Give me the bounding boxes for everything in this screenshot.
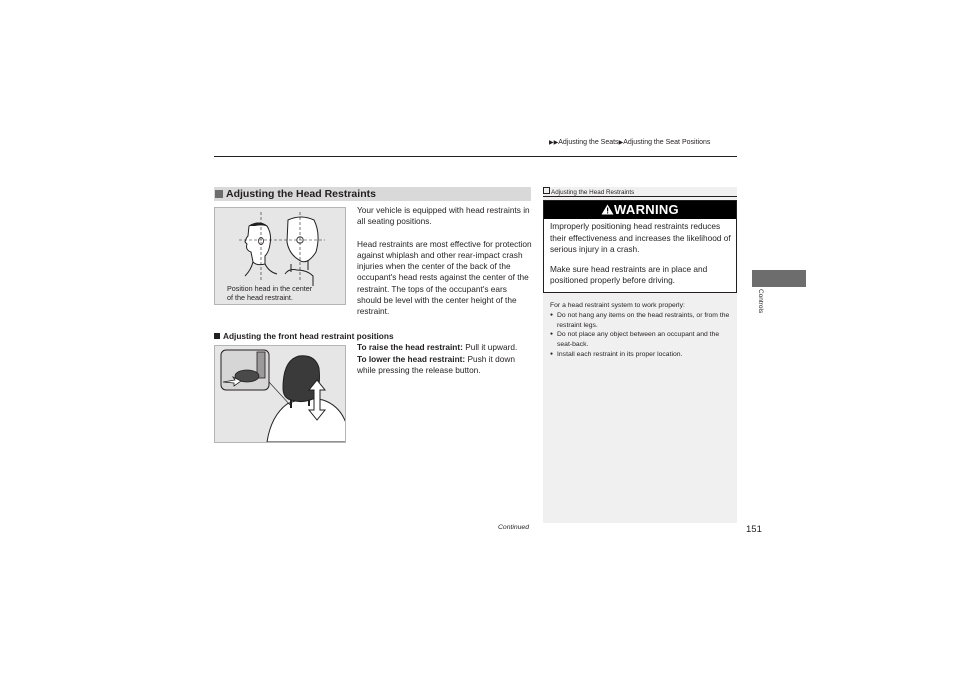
- lower-label: To lower the head restraint:: [357, 353, 466, 364]
- section-title: [214, 187, 531, 201]
- chapter-tab[interactable]: [752, 270, 806, 287]
- sidebar-reference[interactable]: [543, 187, 634, 196]
- continued-label: Continued: [498, 524, 529, 531]
- section-title-text: Adjusting the Head Restraints: [226, 188, 376, 200]
- header-rule: [214, 156, 737, 157]
- breadcrumb-section[interactable]: Adjusting the Seats: [558, 139, 619, 146]
- section-body: [357, 205, 533, 329]
- breadcrumb-page[interactable]: Adjusting the Seat Positions: [623, 139, 711, 146]
- raise-text: Pull it upward.: [462, 342, 518, 352]
- subsection-title: [214, 331, 394, 341]
- section-marker-icon: [215, 190, 223, 198]
- warning-paragraph-1: Improperly positioning head restraints reduces their effectiveness and increases the likelihood of serious injury in a crash.: [550, 221, 731, 255]
- lower-instruction: [357, 354, 535, 377]
- figure-caption-line2: of the head restraint.: [227, 293, 293, 302]
- raise-label: To raise the head restraint:: [357, 342, 463, 352]
- figure-caption: [227, 284, 312, 302]
- breadcrumb-separator: ▶: [618, 140, 624, 146]
- warning-triangle-icon: [601, 204, 614, 215]
- warning-title: WARNING: [614, 202, 679, 217]
- sidebar-reference-title: Adjusting the Head Restraints: [551, 189, 635, 196]
- reference-link-icon: [543, 187, 550, 194]
- list-item: ● Do not hang any items on the head restraints, or from the restraint legs.: [550, 311, 732, 331]
- breadcrumb-marker: ▶▶: [549, 140, 559, 146]
- notes-intro: For a head restraint system to work properly:: [550, 302, 685, 309]
- breadcrumb: [549, 139, 710, 146]
- warning-body: [550, 221, 732, 295]
- adjustment-instructions: [357, 342, 535, 377]
- sidebar-notes: [550, 301, 732, 360]
- intro-paragraph: Your vehicle is equipped with head restraints in all seating positions.: [357, 205, 530, 227]
- warning-paragraph-2: Make sure head restraints are in place and positioned properly before driving.: [550, 263, 708, 286]
- list-item: ● Install each restraint in its proper location.: [550, 350, 732, 360]
- lower-text: Push it down while pressing the release button.: [357, 353, 515, 375]
- figure-caption-line1: Position head in the center: [227, 284, 313, 293]
- notes-list: [550, 311, 732, 360]
- subsection-marker-icon: [214, 333, 220, 339]
- page-number: 151: [746, 524, 762, 535]
- warning-box: [543, 200, 737, 293]
- chapter-tab-label: Controls: [757, 289, 764, 314]
- raise-instruction: [357, 342, 535, 354]
- list-item: ● Do not place any object between an occupant and the seat-back.: [550, 330, 732, 350]
- warning-header: [544, 201, 736, 219]
- subsection-title-text: Adjusting the front head restraint positions: [223, 331, 394, 341]
- restraint-adjustment-illustration: [215, 346, 345, 442]
- effectiveness-paragraph: Head restraints are most effective for protection against whiplash and other rear-impact crash injuries when the center of the back of the occupant's head rests against the center of the restraint. The tops of the occupant's ears should be level with the center height of the restraint.: [357, 238, 532, 317]
- head-position-figure: [214, 207, 346, 305]
- restraint-adjustment-figure: [214, 345, 346, 443]
- sidebar-rule: [543, 196, 737, 197]
